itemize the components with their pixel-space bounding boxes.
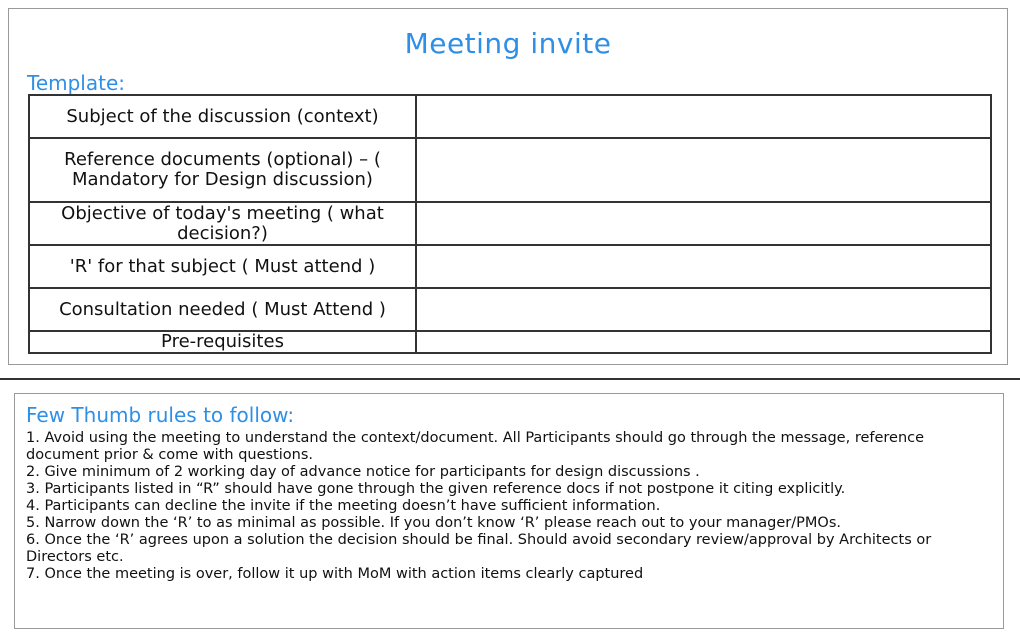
table-row (29, 288, 991, 331)
list-item: 2. Give minimum of 2 working day of advance notice for participants for design discussions . (26, 464, 700, 480)
list-item: 4. Participants can decline the invite if the meeting doesn’t have sufficient information. (26, 498, 661, 514)
list-item: 7. Once the meeting is over, follow it up with MoM with action items clearly captured (26, 566, 644, 582)
row-label: 'R' for that subject ( Must attend ) (29, 245, 416, 288)
template-panel (8, 8, 1008, 365)
row-label: Consultation needed ( Must Attend ) (29, 288, 416, 331)
list-item: 6. Once the ‘R’ agrees upon a solution the decision should be final. Should avoid secondary review/approval by Architects or Directors etc. (26, 532, 932, 565)
table-row (29, 138, 991, 202)
rules-list (26, 430, 991, 583)
section-divider (0, 378, 1020, 380)
row-label: Subject of the discussion (context) (29, 95, 416, 138)
table-row (29, 245, 991, 288)
template-table (28, 94, 992, 354)
list-item: 1. Avoid using the meeting to understand the context/document. All Participants should go through the message, reference document prior & come with questions. (26, 430, 925, 463)
table-row (29, 95, 991, 138)
row-label: Reference documents (optional) – ( Mandatory for Design discussion) (29, 138, 416, 202)
table-row (29, 331, 991, 353)
rules-panel (14, 393, 1004, 629)
row-label: Objective of today's meeting ( what decision?) (29, 202, 416, 245)
table-row (29, 202, 991, 245)
rules-title: Few Thumb rules to follow: (26, 403, 295, 427)
row-value (416, 95, 991, 138)
row-value (416, 245, 991, 288)
row-label: Pre-requisites (29, 331, 416, 353)
row-value (416, 138, 991, 202)
template-label: Template: (27, 71, 125, 95)
row-value (416, 331, 991, 353)
list-item: 3. Participants listed in “R” should have gone through the given reference docs if not postpone it citing explicitly. (26, 481, 846, 497)
row-value (416, 202, 991, 245)
list-item: 5. Narrow down the ‘R’ to as minimal as possible. If you don’t know ‘R’ please reach out to your manager/PMOs. (26, 515, 841, 531)
row-value (416, 288, 991, 331)
page-title: Meeting invite (404, 27, 612, 60)
